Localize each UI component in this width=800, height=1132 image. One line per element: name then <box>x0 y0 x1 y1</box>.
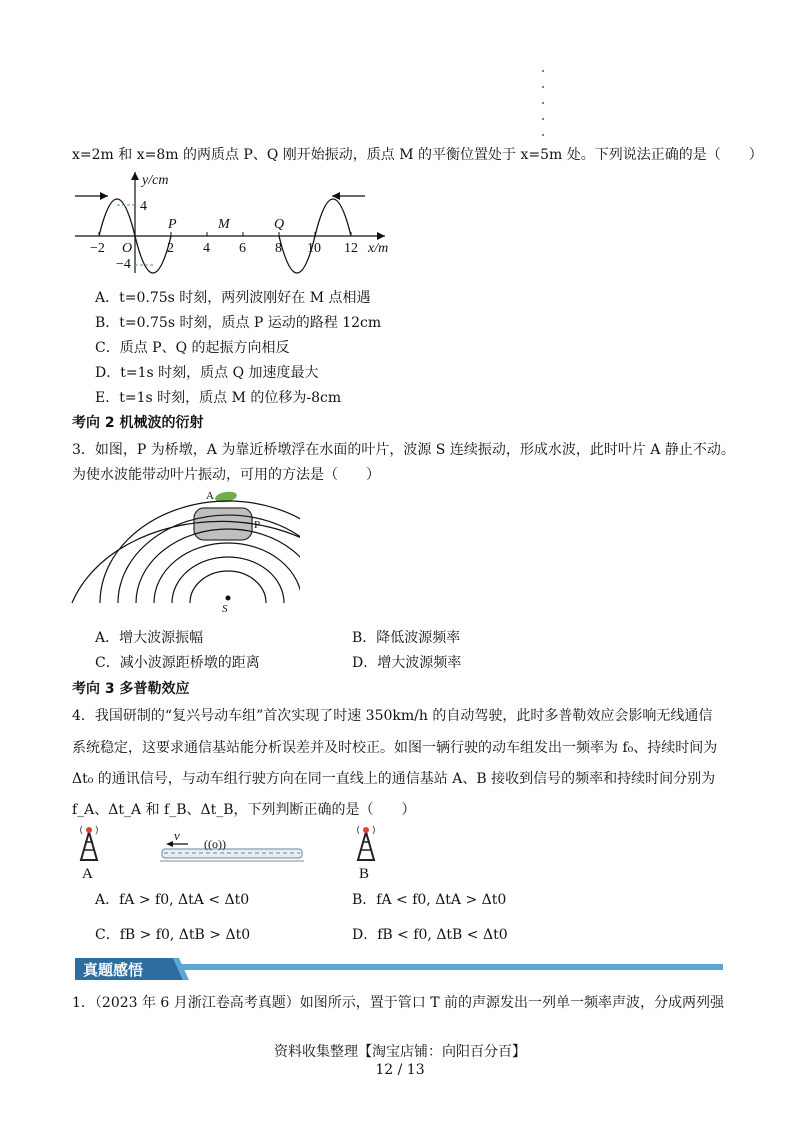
doppler-figure <box>70 822 400 880</box>
q3-option-b: B．降低波源频率 <box>352 630 461 646</box>
station-a-label: A <box>82 866 93 880</box>
point-m-label: M <box>218 217 230 232</box>
q2-option-e: E．t=1s 时刻，质点 M 的位移为-8cm <box>95 390 342 406</box>
q4-stem-line3: Δt₀ 的通讯信号，与动车组行驶方向在同一直线上的通信基站 A、B 接收到信号的频率和持续时间分别为 <box>72 771 716 787</box>
q4-option-c: C．fB > f0, ΔtB > Δt0 <box>95 927 251 943</box>
q2-option-b: B．t=0.75s 时刻，质点 P 运动的路程 12cm <box>95 315 382 331</box>
y-axis-label: y/cm <box>142 173 169 188</box>
point-p-label: P <box>168 217 177 232</box>
origin-label: O <box>122 241 133 256</box>
x-tick-10: 10 <box>307 241 321 256</box>
bridge-pier <box>194 508 252 540</box>
wave-figure <box>70 168 400 278</box>
leaf-label: A <box>206 490 214 502</box>
q3-option-d: D．增大波源频率 <box>352 655 462 671</box>
q4-option-b: B．fA < f0, ΔtA > Δt0 <box>352 892 507 908</box>
station-b-label: B <box>359 866 370 880</box>
q2-stem: x=2m 和 x=8m 的两质点 P、Q 刚开始振动，质点 M 的平衡位置处于 x=5m 处。下列说法正确的是（ ） <box>72 147 763 163</box>
section-heading-doppler: 考向 3 多普勒效应 <box>72 681 190 697</box>
tower-b-icon <box>358 826 375 860</box>
x-tick-4: 4 <box>203 241 210 256</box>
x-tick-8: 8 <box>275 241 282 256</box>
q3-option-c: C．减小波源距桥墩的距离 <box>95 655 260 671</box>
velocity-label: v <box>174 828 180 843</box>
q2-option-a: A．t=0.75s 时刻，两列波刚好在 M 点相遇 <box>95 290 371 306</box>
source-label: S <box>222 603 228 615</box>
q4-stem-line2: 系统稳定，这要求通信基站能分析误差并及时校正。如图一辆行驶的动车组发出一频率为 f₀、持续时间为 <box>72 740 718 756</box>
q2-option-c: C．质点 P、Q 的起振方向相反 <box>95 340 290 356</box>
footer-source: 资料收集整理【淘宝店铺：向阳百分百】 <box>274 1044 526 1060</box>
q1-stem: 1．（2023 年 6 月浙江卷高考真题）如图所示，置于管口 T 前的声源发出一列单一频率声波，分成两列强 <box>72 995 725 1011</box>
diffraction-figure <box>70 488 300 623</box>
point-q-label: Q <box>274 217 285 232</box>
q3-stem-line2: 为使水波能带动叶片振动，可用的方法是（ ） <box>72 467 380 483</box>
x-tick-12: 12 <box>344 241 358 256</box>
train-icon <box>160 849 304 861</box>
tower-a-icon <box>81 826 98 860</box>
wave-source <box>226 596 231 601</box>
x-tick-m2: −2 <box>90 241 105 256</box>
y-tick-pos: 4 <box>140 199 147 214</box>
y-tick-neg: −4 <box>116 257 131 272</box>
section-heading-diffraction: 考向 2 机械波的衍射 <box>72 415 204 431</box>
signal-icon: ((o)) <box>204 837 226 851</box>
margin-dots <box>542 70 546 150</box>
q2-option-d: D．t=1s 时刻，质点 Q 加速度最大 <box>95 365 319 381</box>
q4-stem-line1: 4．我国研制的“复兴号动车组”首次实现了时速 350km/h 的自动驾驶，此时多普勒效应会影响无线通信 <box>72 708 713 724</box>
q4-option-d: D．fB < f0, ΔtB < Δt0 <box>352 927 508 943</box>
q4-stem-line4: f_A、Δt_A 和 f_B、Δt_B，下列判断正确的是（ ） <box>72 802 416 818</box>
section-banner <box>75 956 723 982</box>
q3-stem-line1: 3．如图，P 为桥墩，A 为靠近桥墩浮在水面的叶片，波源 S 连续振动，形成水波，此时叶片 A 静止不动。 <box>72 442 735 458</box>
x-tick-2: 2 <box>167 241 174 256</box>
q4-option-a: A．fA > f0, ΔtA < Δt0 <box>95 892 250 908</box>
pier-label: P <box>254 519 261 531</box>
q3-option-a: A．增大波源振幅 <box>95 630 204 646</box>
x-tick-6: 6 <box>239 241 246 256</box>
banner-title: 真题感悟 <box>83 961 144 979</box>
page-number: 12 / 13 <box>375 1062 425 1078</box>
x-axis-label: x/m <box>368 241 389 256</box>
